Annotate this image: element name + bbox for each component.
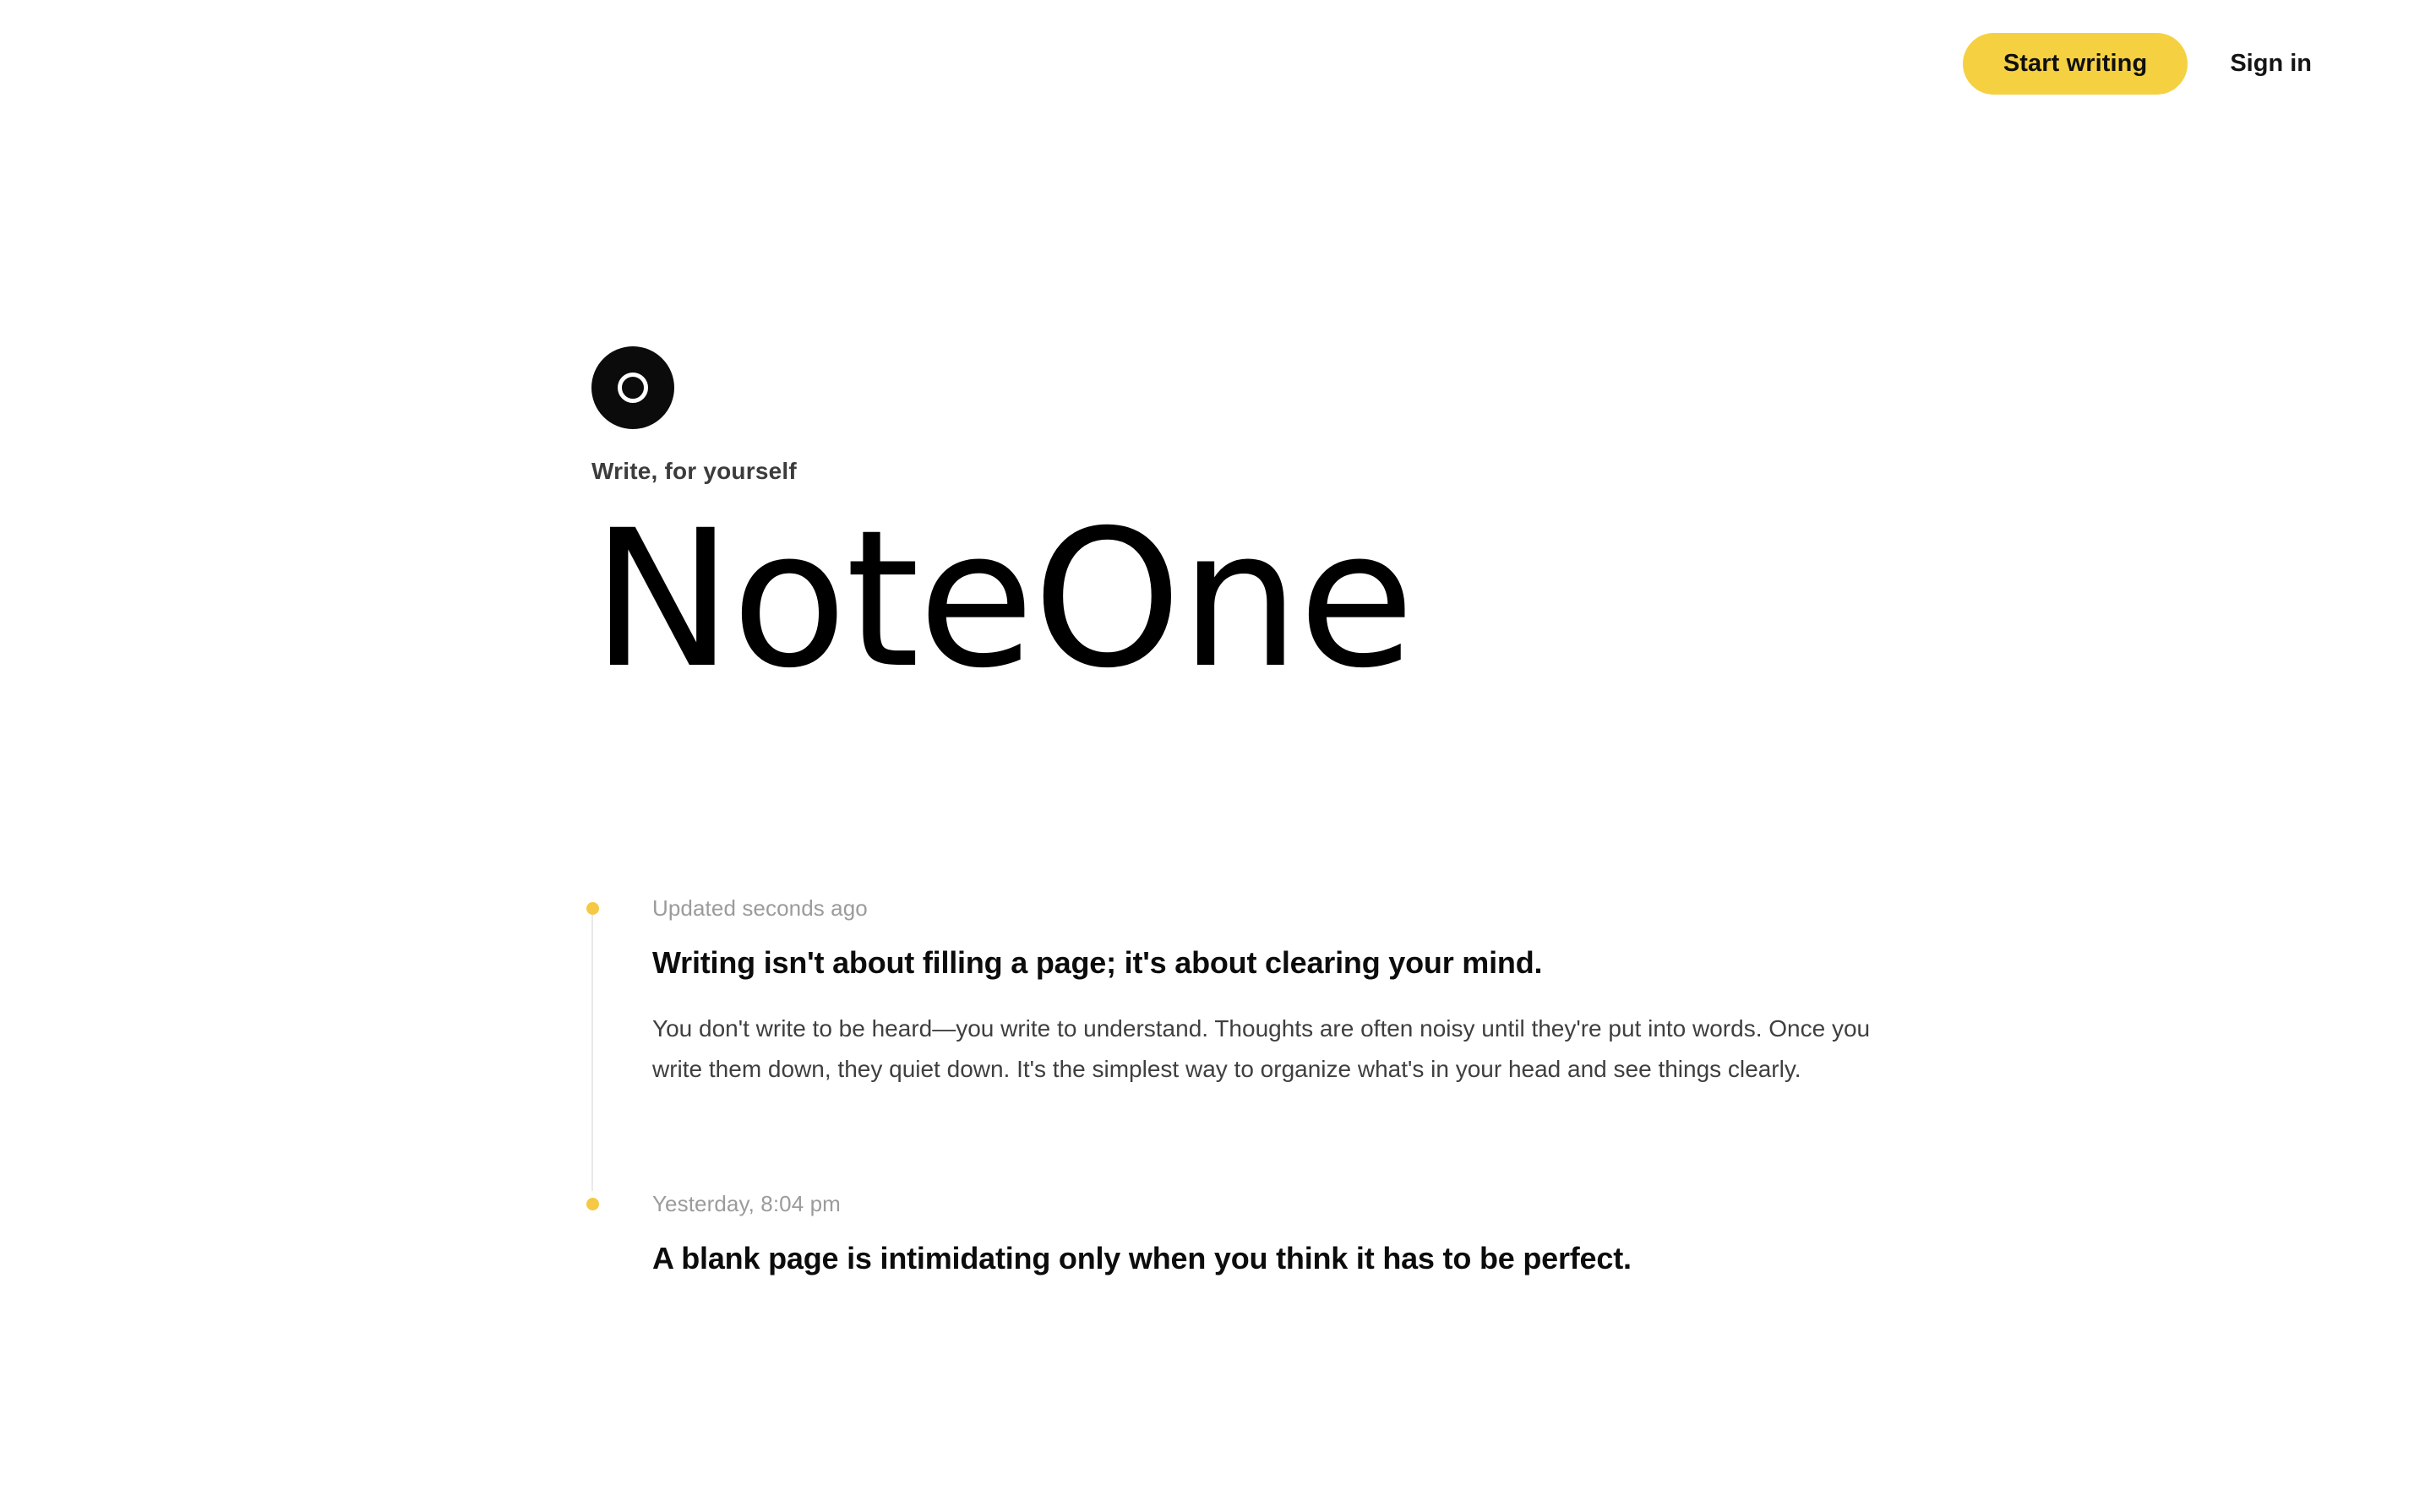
note-body: You don't write to be heard—you write to understand. Thoughts are often noisy until they're put into words. Once you write them down, they quiet down. It's the simplest way to organize what's in your head and see things clearly.: [652, 1014, 1871, 1082]
note-title: Writing isn't about filling a page; it's about clearing your mind.: [652, 945, 1543, 980]
logo-inner-ring: [618, 373, 648, 403]
circle-ring-icon: [591, 346, 674, 429]
list-item[interactable]: [591, 895, 2079, 1191]
note-timestamp: Yesterday, 8:04 pm: [652, 1191, 841, 1217]
page-title: NoteOne: [591, 489, 1414, 710]
top-bar: [0, 0, 2425, 127]
timeline-dot-icon: [586, 902, 599, 915]
hero-section: [591, 346, 1859, 710]
list-item[interactable]: [591, 1191, 2079, 1380]
notes-timeline: [591, 895, 2079, 1380]
timeline-dot-icon: [586, 1198, 599, 1210]
start-writing-button[interactable]: Start writing: [1963, 33, 2188, 95]
sign-in-link[interactable]: Sign in: [2230, 49, 2312, 77]
hero-tagline: Write, for yourself: [591, 458, 797, 484]
note-timestamp: Updated seconds ago: [652, 895, 868, 921]
timeline-rail: [591, 909, 593, 1191]
note-title: A blank page is intimidating only when you think it has to be perfect.: [652, 1241, 1632, 1276]
